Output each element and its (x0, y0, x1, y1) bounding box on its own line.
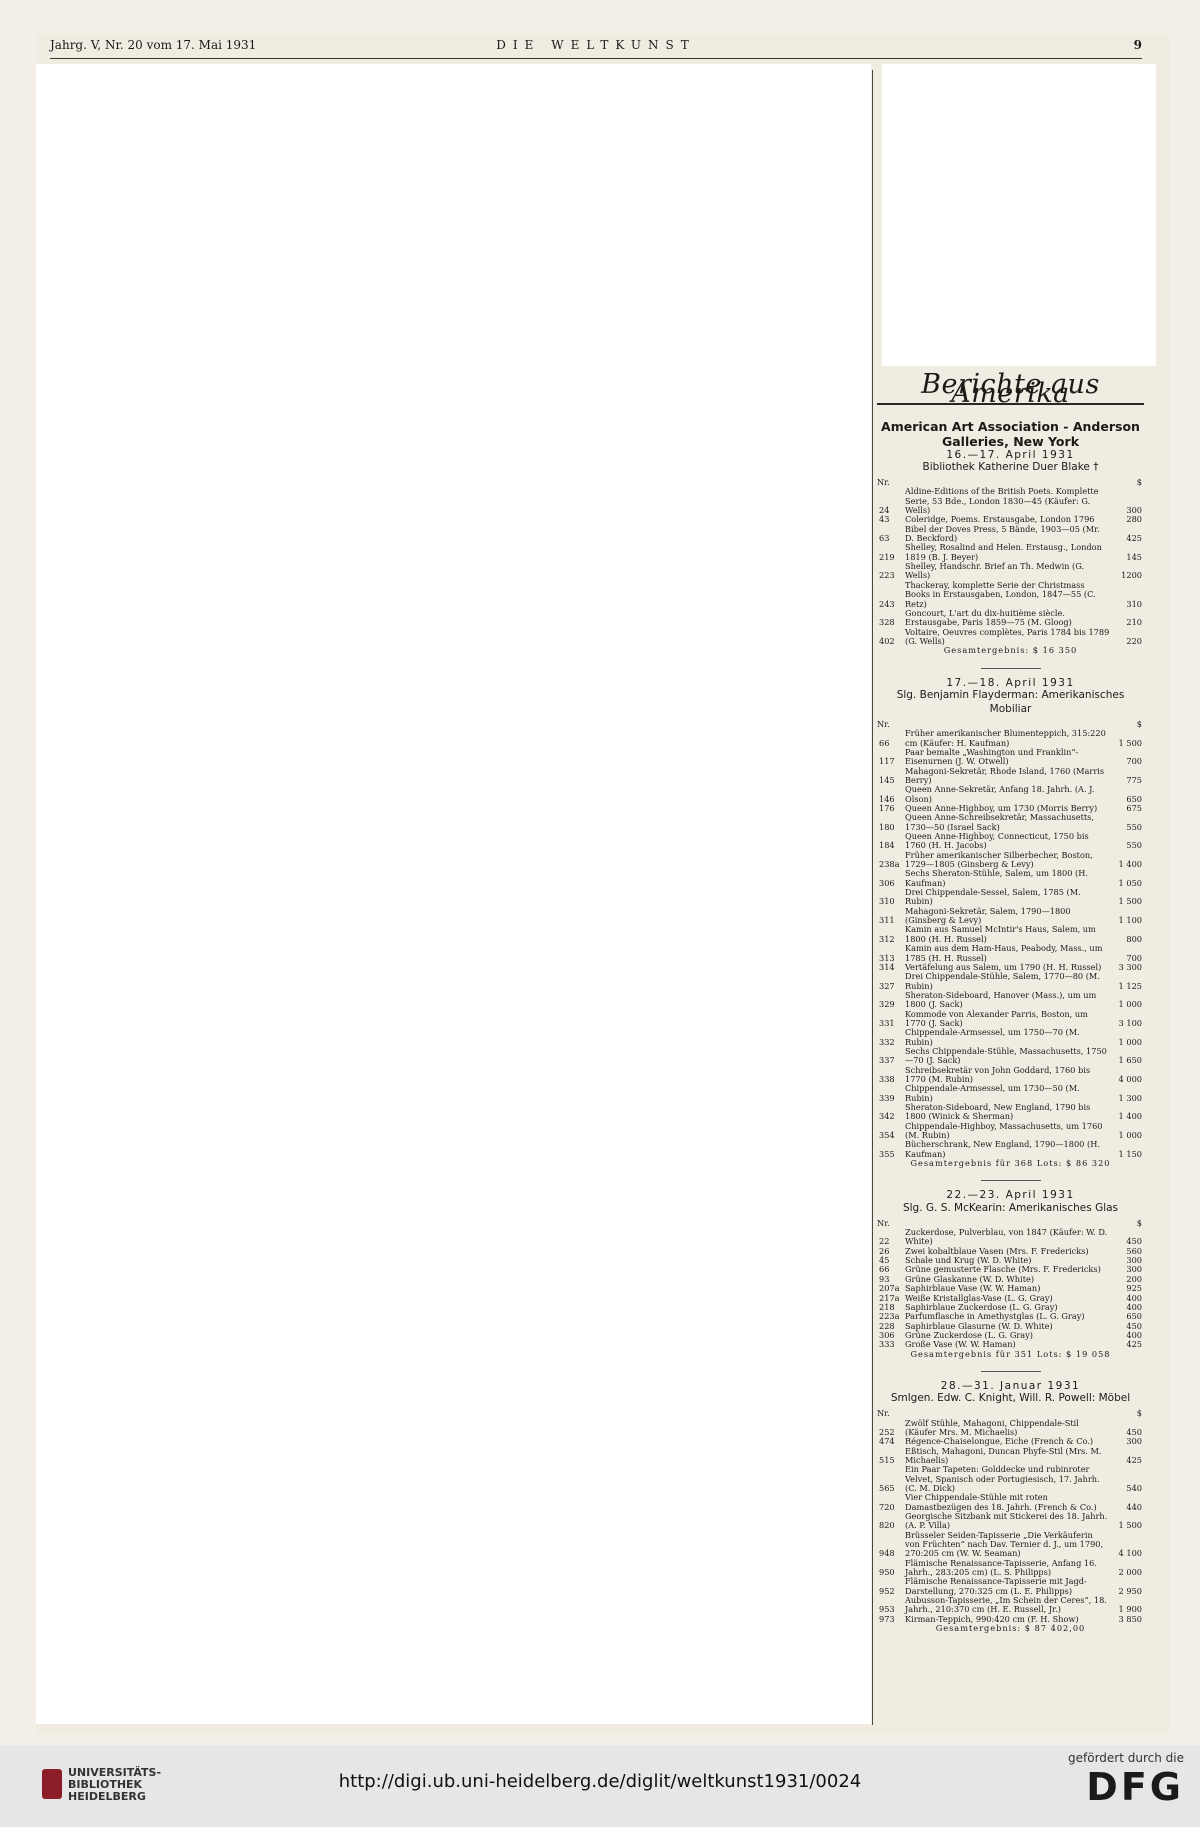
lot-description: Zwölf Stühle, Mahagoni, Chippendale-Stil (Käufer Mrs. M. Michaelis) (905, 1417, 1079, 1437)
lot-row (877, 1122, 1144, 1141)
lot-number: 207a (879, 1283, 900, 1294)
lot-row (877, 1228, 1144, 1247)
collection-title: Bibliothek Katherine Duer Blake † (922, 461, 1099, 474)
lot-number: 337 (879, 1055, 895, 1066)
lot-description: Eßtisch, Mahagoni, Duncan Phyfe-Stil (Mrs. M. Michaelis) (905, 1445, 1102, 1465)
lot-row (877, 1531, 1144, 1559)
lot-number: 820 (879, 1520, 895, 1531)
section-separator (981, 1371, 1041, 1372)
header-issue: Jahrg. V, Nr. 20 vom 17. Mai 1931 (50, 38, 257, 52)
lot-number: 238a (879, 859, 900, 870)
lot-description: Grüne Zuckerdose (L. G. Gray) (905, 1329, 1033, 1340)
lot-description: Queen Anne-Highboy, Connecticut, 1750 bis 1760 (H. H. Jacobs) (905, 831, 1089, 851)
lot-price: 220 (1126, 635, 1142, 646)
number-heading: Nr. (877, 477, 890, 488)
lot-number: 45 (879, 1255, 890, 1266)
lot-row (877, 832, 1144, 851)
lot-row (877, 628, 1144, 647)
lot-price: 1 400 (1118, 1111, 1142, 1122)
lot-number: 252 (879, 1426, 895, 1437)
lot-row (877, 1447, 1144, 1466)
lot-price: 650 (1126, 1311, 1142, 1322)
lot-number: 306 (879, 877, 895, 888)
lot-price: 550 (1126, 840, 1142, 851)
lot-row (877, 581, 1144, 609)
running-header (50, 38, 1142, 59)
lot-number: 354 (879, 1130, 895, 1141)
lot-row (877, 944, 1144, 963)
lot-number: 948 (879, 1548, 895, 1559)
lot-number: 312 (879, 933, 895, 944)
lot-row (877, 487, 1144, 515)
lot-number: 228 (879, 1320, 895, 1331)
lot-number: 243 (879, 598, 895, 609)
lot-description: Mahagoni-Sekretär, Salem, 1790—1800 (Ginsberg & Levy) (905, 905, 1071, 926)
lot-row (877, 1512, 1144, 1531)
lot-number: 327 (879, 980, 895, 991)
lot-price: 1 300 (1118, 1092, 1142, 1103)
lot-price: 300 (1126, 1436, 1142, 1447)
currency-heading: $ (1136, 477, 1142, 488)
lot-description: Ein Paar Tapeten: Golddecke und rubinroter Velvet, Spanisch oder Portugiesisch, 17. Jahrh. (C. M. Dick) (905, 1464, 1100, 1493)
lot-description: Vier Chippendale-Stühle mit roten Damastbezügen des 18. Jahrh. (French & Co.) (905, 1492, 1097, 1512)
lot-price: 3 300 (1118, 961, 1142, 972)
lot-description: Chippendale-Armsessel, um 1750—70 (M. Rubin) (905, 1027, 1080, 1047)
lot-row (877, 562, 1144, 581)
lot-price: 425 (1126, 1454, 1142, 1465)
lot-row (877, 525, 1144, 544)
lot-description: Sechs Sheraton-Stühle, Salem, um 1800 (H. Kaufman) (905, 868, 1088, 888)
auction-section (877, 1371, 1144, 1634)
lot-row (877, 1493, 1144, 1512)
lot-price: 400 (1126, 1329, 1142, 1340)
lot-price: 145 (1126, 551, 1142, 562)
lot-description: Voltaire, Oeuvres complètes, Paris 1784 bis 1789 (G. Wells) (905, 626, 1110, 646)
blank-main-area (36, 64, 871, 1724)
dfg-logo (1068, 1751, 1184, 1809)
lot-price: 425 (1126, 533, 1142, 544)
lot-number: 146 (879, 793, 895, 804)
lot-number: 176 (879, 803, 895, 813)
lot-row (877, 1103, 1144, 1122)
lot-price: 1 000 (1118, 999, 1142, 1010)
lot-price: 800 (1126, 933, 1142, 944)
auction-date: 17.—18. April 1931 (946, 676, 1075, 689)
lot-description: Mahagoni-Sekretär, Rhode Island, 1760 (Marris Berry) (905, 765, 1105, 785)
permalink-url[interactable]: http://digi.ub.uni-heidelberg.de/diglit/weltkunst1931/0024 (338, 1771, 862, 1792)
lot-row (877, 925, 1144, 944)
lot-number: 953 (879, 1604, 895, 1615)
dfg-text: DFG (1086, 1765, 1184, 1809)
lot-price: 1 500 (1118, 1520, 1142, 1531)
lot-price: 1 000 (1118, 1130, 1142, 1141)
lot-row (877, 1084, 1144, 1103)
lot-price: 2 950 (1118, 1585, 1142, 1596)
lot-row (877, 785, 1144, 804)
lot-price: 540 (1126, 1483, 1142, 1493)
lot-number: 355 (879, 1148, 895, 1159)
lot-number: 93 (879, 1273, 890, 1284)
lot-row (877, 1010, 1144, 1029)
lot-number: 331 (879, 1017, 895, 1028)
lot-row (877, 1465, 1144, 1493)
lot-number: 218 (879, 1301, 895, 1312)
lot-description: Parfumflasche in Amethystglas (L. G. Gray) (905, 1311, 1085, 1322)
number-heading: Nr. (877, 1408, 890, 1419)
lot-price: 1 900 (1118, 1604, 1142, 1615)
lot-number: 117 (879, 756, 895, 767)
lot-price: 425 (1126, 1339, 1142, 1350)
lot-description: Sheraton-Sideboard, New England, 1790 bis 1800 (Winick & Sherman) (905, 1102, 1091, 1122)
section-separator (981, 1180, 1041, 1181)
lot-price: 4 000 (1118, 1073, 1142, 1084)
lot-description: Brüsseler Seiden-Tapisserie „Die Verkäuferin von Früchten“ nach Dav. Ternier d. J., um 1790, 270:205 cm (W. W. Seaman) (905, 1529, 1104, 1559)
lot-description: Bücherschrank, New England, 1790—1800 (H. Kaufman) (905, 1139, 1100, 1159)
lot-price: 280 (1126, 514, 1142, 525)
number-heading: Nr. (877, 718, 890, 729)
lot-price: 440 (1126, 1501, 1142, 1512)
blank-side-area (882, 64, 1156, 366)
auction-date: 28.—31. Januar 1931 (940, 1379, 1081, 1392)
collection-title: Slg. G. S. McKearin: Amerikanisches Glas (902, 1201, 1119, 1214)
lot-description: Schreibsekretär von John Goddard, 1760 bis 1770 (M. Rubin) (905, 1064, 1091, 1084)
lot-price: 300 (1126, 1255, 1142, 1266)
lot-price: 775 (1126, 774, 1142, 785)
lot-row (877, 767, 1144, 786)
lot-number: 338 (879, 1073, 895, 1084)
lot-description: Kamin aus Samuel McIntir's Haus, Salem, um 1800 (H. H. Russel) (905, 924, 1096, 944)
lot-description: Queen Anne-Sekretär, Anfang 18. Jahrh. (A. J. Olson) (905, 784, 1095, 804)
lot-row (877, 543, 1144, 562)
lot-number: 306 (879, 1329, 895, 1340)
lot-number: 43 (879, 514, 890, 525)
header-page-number: 9 (1133, 38, 1142, 52)
section-total: Gesamtergebnis: $ 16 350 (943, 645, 1078, 656)
lot-description: Sechs Chippendale-Stühle, Massachusetts, 1750—70 (J. Sack) (905, 1045, 1107, 1066)
lot-price: 3 850 (1118, 1613, 1142, 1624)
lot-price: 650 (1126, 793, 1142, 804)
lot-number: 26 (879, 1245, 890, 1256)
lot-description: Aubusson-Tapisserie, „Im Schein der Ceres“, 18. Jahrh., 210:370 cm (H. E. Russell, Jr.) (905, 1595, 1107, 1615)
lot-price: 1 150 (1118, 1148, 1142, 1159)
lot-description: Shelley, Handschr. Brief an Th. Medwin (G. Wells) (905, 561, 1085, 581)
lot-description: Georgische Sitzbank mit Stickerei des 18. Jahrh. (A. P. Villa) (905, 1511, 1108, 1531)
lot-row (877, 609, 1144, 628)
lot-row (877, 1066, 1144, 1085)
lot-number: 66 (879, 1264, 890, 1275)
lot-price: 2 000 (1118, 1567, 1142, 1578)
footer-bar (0, 1745, 1200, 1827)
lot-price: 4 100 (1118, 1548, 1142, 1559)
lot-row (877, 729, 1144, 748)
lot-price: 310 (1126, 598, 1142, 609)
lot-price: 300 (1126, 1264, 1142, 1275)
lot-description: Schale und Krug (W. D. White) (905, 1255, 1032, 1266)
lot-number: 474 (879, 1436, 895, 1447)
funded-by-text: gefördert durch die (1068, 1751, 1184, 1765)
column-divider (872, 70, 873, 1725)
library-logo-text: UNIVERSITÄTS- BIBLIOTHEK HEIDELBERG (68, 1766, 162, 1803)
lot-description: Drei Chippendale-Stühle, Salem, 1770—80 (M. Rubin) (905, 971, 1100, 991)
lot-description: Queen Anne-Highboy, um 1730 (Morris Berry) (905, 803, 1098, 813)
currency-heading: $ (1136, 1408, 1142, 1419)
lot-description: Kirman-Teppich, 990:420 cm (F. H. Show) (905, 1613, 1079, 1624)
lot-price: 1 125 (1118, 980, 1142, 991)
lot-row (877, 1419, 1144, 1438)
section-banner: Berichte aus Amerika (877, 380, 1144, 405)
report-column (877, 369, 1144, 1634)
lot-description: Queen Anne-Schreibsekretär, Massachusetts, 1730—50 (Israel Sack) (905, 812, 1094, 832)
lot-number: 63 (879, 533, 890, 544)
lot-row (877, 888, 1144, 907)
lot-row (877, 1559, 1144, 1578)
auction-date: 16.—17. April 1931 (946, 448, 1075, 461)
lot-number: 952 (879, 1585, 895, 1596)
lot-number: 329 (879, 999, 895, 1010)
lot-description: Paar bemalte „Washington und Franklin“-Eisenurnen (J. W. Otwell) (905, 746, 1079, 767)
lot-row (877, 1577, 1144, 1596)
lot-row (877, 851, 1144, 870)
lot-number: 339 (879, 1092, 895, 1103)
lot-number: 217a (879, 1292, 900, 1303)
lot-description: Zuckerdose, Pulverblau, von 1847 (Käufer: W. D. White) (905, 1227, 1108, 1247)
lot-description: Chippendale-Highboy, Massachusetts, um 1760 (M. Rubin) (905, 1120, 1103, 1141)
lot-description: Bibel der Doves Press, 5 Bände, 1903—05 (Mr. D. Beckford) (905, 523, 1100, 544)
lot-number: 184 (879, 840, 895, 851)
lot-number: 342 (879, 1111, 895, 1122)
lot-number: 402 (879, 635, 895, 646)
lot-description: Saphirblaue Zuckerdose (L. G. Gray) (905, 1301, 1058, 1312)
lot-price: 300 (1126, 505, 1142, 516)
lot-description: Thackeray, komplette Serie der Christmass Books in Erstausgaben, London, 1847—55 (C. Retz) (905, 579, 1096, 609)
lot-number: 515 (879, 1454, 895, 1465)
lot-number: 333 (879, 1339, 895, 1350)
lot-number: 22 (879, 1236, 890, 1247)
lot-price: 210 (1126, 617, 1142, 628)
lot-price: 1 650 (1118, 1055, 1142, 1066)
lot-row (877, 1047, 1144, 1066)
number-heading: Nr. (877, 1217, 890, 1228)
lot-description: Goncourt, L'art du dix-huitième siècle. Erstausgabe, Paris 1859—75 (M. Gloog) (905, 607, 1072, 628)
lot-number: 145 (879, 774, 895, 785)
lot-price: 675 (1126, 803, 1142, 813)
section-total: Gesamtergebnis für 368 Lots: $ 86 320 (910, 1158, 1111, 1169)
lot-number: 332 (879, 1036, 895, 1047)
lot-description: Früher amerikanischer Blumenteppich, 315:220 cm (Käufer: H. Kaufman) (905, 728, 1106, 748)
lot-price: 1200 (1121, 570, 1142, 581)
lot-price: 1 000 (1118, 1036, 1142, 1047)
lot-row (877, 813, 1144, 832)
lot-number: 219 (879, 551, 895, 562)
lot-description: Chippendale-Armsessel, um 1730—50 (M. Rubin) (905, 1083, 1080, 1103)
lot-price: 1 500 (1118, 737, 1142, 748)
lot-row (877, 748, 1144, 767)
lot-price: 450 (1126, 1236, 1142, 1247)
lot-number: 223a (879, 1311, 900, 1322)
lot-description: Drei Chippendale-Sessel, Salem, 1785 (M. Rubin) (905, 887, 1081, 907)
lot-price: 1 500 (1118, 896, 1142, 907)
header-title: DIE WELTKUNST (496, 38, 696, 52)
lot-number: 311 (879, 915, 895, 926)
currency-heading: $ (1136, 718, 1142, 729)
lot-number: 313 (879, 952, 895, 963)
gallery-heading: American Art Association - Anderson Galleries, New York (881, 418, 1140, 449)
lot-row (877, 869, 1144, 888)
lot-description: Sheraton-Sideboard, Hanover (Mass.), um um 1800 (J. Sack) (905, 989, 1097, 1010)
lot-description: Weiße Kristallglas-Vase (L. G. Gray) (905, 1292, 1053, 1303)
section-total: Gesamtergebnis für 351 Lots: $ 19 058 (910, 1348, 1111, 1359)
lot-price: 1 050 (1118, 877, 1142, 888)
lot-row (877, 991, 1144, 1010)
lot-number: 328 (879, 617, 895, 628)
lot-number: 973 (879, 1613, 895, 1624)
lot-number: 950 (879, 1567, 895, 1578)
lot-row (877, 972, 1144, 991)
auction-section (877, 1180, 1144, 1359)
lot-price: 450 (1126, 1320, 1142, 1331)
lot-description: Flämische Renaissance-Tapisserie mit Jagd-Darstellung, 270:325 cm (L. E. Philipps) (905, 1576, 1087, 1596)
lot-description: Coleridge, Poems. Erstausgabe, London 1796 (905, 514, 1095, 525)
lot-price: 1 400 (1118, 859, 1142, 870)
lot-description: Zwei kobaltblaue Vasen (Mrs. F. Fredericks) (905, 1245, 1089, 1256)
auction-date: 22.—23. April 1931 (946, 1189, 1075, 1202)
lot-row (877, 1596, 1144, 1615)
lot-number: 565 (879, 1483, 895, 1493)
lot-price: 400 (1126, 1301, 1142, 1312)
collection-title: Smlgen. Edw. C. Knight, Will. R. Powell: Möbel (890, 1392, 1131, 1405)
lot-description: Saphirblaue Vase (W. W. Haman) (905, 1283, 1041, 1294)
lot-description: Régence-Chaiselongue, Eiche (French & Co.) (905, 1436, 1094, 1447)
lot-price: 925 (1126, 1283, 1142, 1294)
lot-price: 700 (1126, 756, 1142, 767)
lot-price: 1 100 (1118, 915, 1142, 926)
lot-number: 24 (879, 505, 890, 516)
lot-description: Flämische Renaissance-Tapisserie, Anfang 16. Jahrh., 283:205 cm) (L. S. Philipps) (905, 1557, 1097, 1578)
lot-row (877, 1028, 1144, 1047)
auction-section (877, 668, 1144, 1169)
currency-heading: $ (1136, 1217, 1142, 1228)
lot-description: Grüne gemusterte Flasche (Mrs. F. Fredericks) (905, 1264, 1101, 1275)
lot-number: 310 (879, 896, 895, 907)
lot-number: 720 (879, 1501, 895, 1512)
lot-price: 550 (1126, 821, 1142, 832)
lot-number: 66 (879, 737, 890, 748)
lot-price: 3 100 (1118, 1017, 1142, 1028)
auction-section (877, 448, 1144, 656)
section-separator (981, 668, 1041, 669)
lot-description: Vertäfelung aus Salem, um 1790 (H. H. Russel) (905, 961, 1102, 972)
lot-description: Aldine-Editions of the British Poets. Komplette Serie, 53 Bde., London 1830—45 (Käufer: G. Wells) (905, 486, 1099, 516)
lot-price: 400 (1126, 1292, 1142, 1303)
lot-number: 314 (879, 961, 895, 972)
lot-row (877, 1140, 1144, 1159)
lot-description: Große Vase (W. W. Haman) (905, 1339, 1016, 1350)
lot-description: Früher amerikanischer Silberbecher, Boston, 1729—1805 (Ginsberg & Levy) (905, 849, 1093, 870)
lot-number: 180 (879, 821, 895, 832)
section-total: Gesamtergebnis: $ 87 402,00 (935, 1623, 1086, 1634)
lot-price: 450 (1126, 1426, 1142, 1437)
lot-price: 700 (1126, 952, 1142, 963)
lot-row (877, 907, 1144, 926)
auction-sections (877, 448, 1144, 1634)
lot-description: Saphirblaue Glasurne (W. D. White) (905, 1320, 1053, 1331)
lot-description: Shelley, Rosalind and Helen. Erstausg., London 1819 (B. J. Beyer) (905, 542, 1102, 562)
lot-description: Grüne Glaskanne (W. D. White) (905, 1273, 1035, 1284)
lot-number: 223 (879, 570, 895, 581)
lot-description: Kamin aus dem Ham-Haus, Peabody, Mass., um 1785 (H. H. Russel) (905, 943, 1103, 963)
lot-price: 200 (1126, 1273, 1142, 1284)
lot-description: Kommode von Alexander Parris, Boston, um 1770 (J. Sack) (905, 1008, 1088, 1028)
lot-price: 560 (1126, 1245, 1142, 1256)
collection-title: Slg. Benjamin Flayderman: Amerikanisches Mobiliar (896, 688, 1125, 715)
